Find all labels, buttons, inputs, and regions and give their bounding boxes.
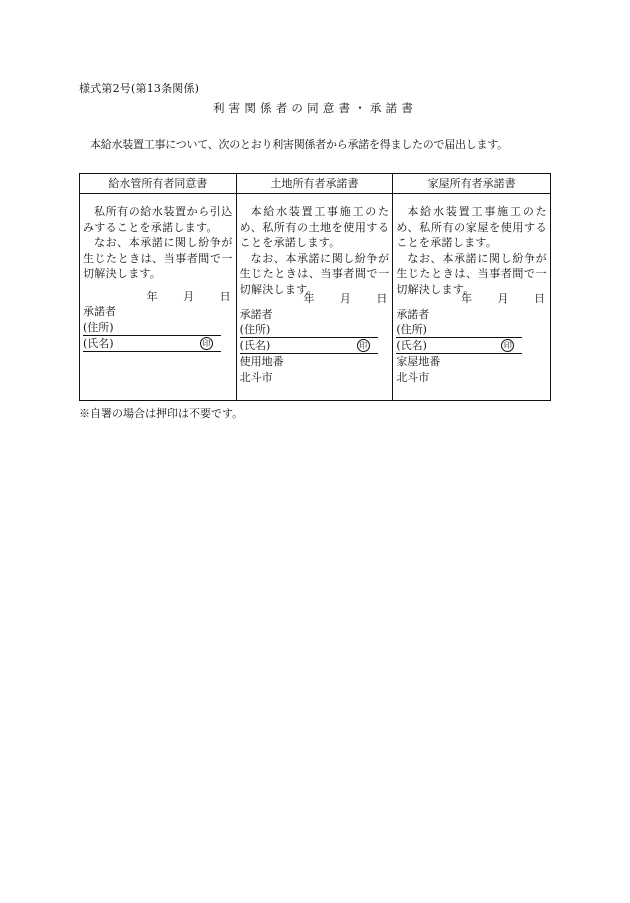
column-heading: 土地所有者承諾書 bbox=[237, 174, 393, 194]
column-body bbox=[393, 194, 550, 385]
address-field[interactable] bbox=[240, 322, 378, 338]
water-pipe-owner-consent bbox=[80, 174, 237, 400]
lot-number-label: 家屋地番 bbox=[396, 355, 441, 368]
name-field[interactable] bbox=[396, 338, 522, 354]
consent-paragraph: 本給水装置工事施工のため、私所有の土地を使用することを承諾します。 bbox=[239, 205, 390, 249]
consenter-label: 承諾者 bbox=[396, 307, 430, 321]
form-number: 様式第2号(第13条関係) bbox=[79, 82, 200, 95]
column-heading: 家屋所有者承諾書 bbox=[393, 174, 550, 194]
seal-icon: 印 bbox=[501, 339, 514, 352]
month-label: 月 bbox=[497, 292, 509, 305]
city-label: 北斗市 bbox=[396, 370, 430, 384]
address-label: (住所) bbox=[83, 320, 114, 334]
consent-paragraph: 本給水装置工事施工のため、私所有の家屋を使用することを承諾します。 bbox=[396, 205, 547, 249]
document-title: 利害関係者の同意書・承諾書 bbox=[212, 101, 418, 115]
address-label: (住所) bbox=[239, 323, 271, 336]
month-label: 月 bbox=[183, 289, 195, 303]
month-label: 月 bbox=[339, 292, 351, 305]
dispute-paragraph: なお、本承諾に関し紛争が生じたときは、当事者間で一切解決します。 bbox=[83, 236, 233, 280]
consenter-label: 承諾者 bbox=[83, 305, 116, 318]
land-owner-consent bbox=[237, 174, 394, 400]
intro-text: 本給水装置工事について、次のとおり利害関係者から承諾を得ましたので届出します。 bbox=[90, 138, 508, 151]
date-row bbox=[83, 289, 233, 305]
name-field[interactable] bbox=[83, 336, 221, 352]
column-body bbox=[80, 194, 236, 352]
name-label: (氏名) bbox=[83, 336, 114, 350]
column-body bbox=[237, 194, 393, 385]
day-label: 日 bbox=[533, 292, 545, 305]
city-label: 北斗市 bbox=[239, 370, 273, 384]
lot-number-label: 使用地番 bbox=[239, 355, 284, 368]
day-label: 日 bbox=[219, 289, 231, 303]
day-label: 日 bbox=[376, 292, 388, 305]
house-owner-consent bbox=[393, 174, 550, 400]
dispute-paragraph: なお、本承諾に関し紛争が生じたときは、当事者間で一切解決します。 bbox=[396, 251, 547, 296]
consenter-label: 承諾者 bbox=[239, 307, 273, 321]
name-label: (氏名) bbox=[396, 339, 427, 352]
consent-paragraph: 私所有の給水装置から引込みすることを承諾します。 bbox=[83, 205, 233, 234]
address-field[interactable] bbox=[83, 320, 221, 336]
year-label: 年 bbox=[146, 289, 158, 303]
address-field[interactable] bbox=[396, 322, 522, 338]
column-heading: 給水管所有者同意書 bbox=[80, 174, 236, 194]
footnote: ※自署の場合は押印は不要です。 bbox=[79, 407, 244, 420]
seal-icon: 印 bbox=[200, 337, 213, 350]
name-field[interactable] bbox=[240, 338, 378, 354]
name-label: (氏名) bbox=[239, 339, 271, 352]
seal-icon: 印 bbox=[357, 339, 370, 352]
address-label: (住所) bbox=[396, 323, 427, 336]
year-label: 年 bbox=[303, 292, 315, 305]
year-label: 年 bbox=[460, 292, 472, 305]
consent-table bbox=[79, 173, 551, 401]
dispute-paragraph: なお、本承諾に関し紛争が生じたときは、当事者間で一切解決します。 bbox=[239, 251, 390, 296]
